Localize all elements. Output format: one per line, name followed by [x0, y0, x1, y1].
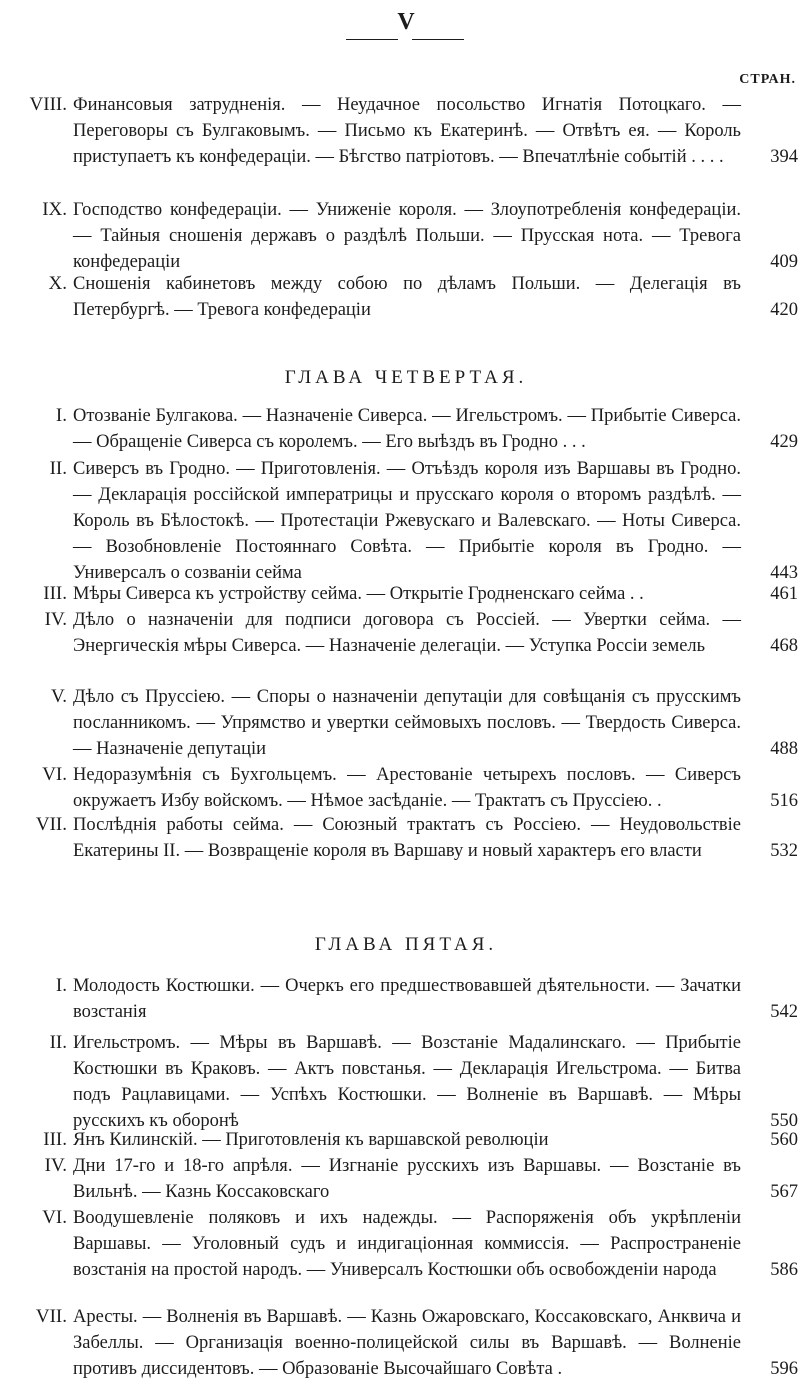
entry-page: 567 [770, 1182, 798, 1202]
entry-page: 443 [770, 563, 798, 583]
entry-page: 560 [770, 1130, 798, 1150]
entry-page: 409 [770, 252, 798, 272]
entry-text: Дни 17-го и 18-го апрѣля. — Изгнаніе русскихъ изъ Варшавы. — Возстаніе въ Вильнѣ. — Казнь Коссаковскаго [73, 1156, 741, 1202]
entry-number: IV. [44, 1155, 67, 1176]
toc-entry [0, 1205, 812, 1283]
entry-number: III. [43, 1129, 67, 1150]
entry-text: Господство конфедераціи. — Униженіе короля. — Злоупотребленія конфедераціи. — Тайныя сношенія державъ о раздѣлѣ Польши. — Прусская нота. — Тревога конфедераціи [73, 200, 741, 272]
entry-page: 461 [770, 584, 798, 604]
entry-page: 550 [770, 1111, 798, 1131]
page-number: V [397, 9, 415, 35]
entry-text: Послѣднія работы сейма. — Союзный трактатъ съ Россіею. — Неудовольствіе Екатерины II. — Возвращеніе короля въ Варшаву и новый характеръ его власти [73, 815, 741, 861]
entry-page: 429 [770, 432, 798, 452]
entry-number: VI. [42, 764, 67, 785]
entry-text: Дѣло о назначеніи для подписи договора съ Россіей. — Увертки сейма. — Энергическія мѣры Сиверса. — Назначеніе делегаціи. — Уступка Россіи земель [73, 610, 741, 656]
header-rule-left [346, 39, 398, 40]
entry-number: X. [48, 273, 67, 294]
chapter-heading: ГЛАВА ЧЕТВЕРТАЯ. [284, 367, 528, 388]
toc-entry [0, 1030, 812, 1134]
entry-number: IV. [44, 609, 67, 630]
entry-number: III. [43, 583, 67, 604]
toc-entry [0, 607, 812, 659]
entry-number: V. [50, 686, 67, 707]
entry-text: Дѣло съ Пруссіею. — Споры о назначеніи депутаціи для совѣщанія съ прусскимъ посланникомъ. — Упрямство и увертки сеймовыхъ пословъ. — Твердость Сиверса. — Назначеніе депутаціи [73, 687, 741, 759]
entry-number: II. [49, 458, 67, 479]
entry-text: Аресты. — Волненія въ Варшавѣ. — Казнь Ожаровскаго, Коссаковскаго, Анквича и Забеллы. — Организація военно-полицейской силы въ Варшавѣ. — Волненіе противъ диссидентовъ. — Образованіе Высочайшаго Совѣта . [73, 1307, 741, 1379]
entry-number: I. [55, 405, 67, 426]
entry-number: VI. [42, 1207, 67, 1228]
entry-page: 468 [770, 636, 798, 656]
toc-entry [0, 973, 812, 1025]
chapter-heading: ГЛАВА ПЯТАЯ. [314, 934, 498, 955]
entry-number: VII. [35, 814, 67, 835]
entry-text: Сношенія кабинетовъ между собою по дѣламъ Польши. — Делегація въ Петербургѣ. — Тревога конфедераціи [73, 274, 741, 320]
entry-page: 488 [770, 739, 798, 759]
entry-text: Воодушевленіе поляковъ и ихъ надежды. — Распоряженія объ укрѣпленіи Варшавы. — Уголовный судъ и индигаціонная коммиссія. — Распространеніе возстанія на простой народъ. — Универсалъ Костюшки объ освобожденіи народа [73, 1208, 741, 1280]
toc-entry [0, 1304, 812, 1382]
entry-page: 586 [770, 1260, 798, 1280]
entry-text: Недоразумѣнія съ Бухгольцемъ. — Арестованіе четырехъ пословъ. — Сиверсъ окружаетъ Избу войскомъ. — Нѣмое засѣданіе. — Трактатъ съ Пруссіею. . [73, 765, 741, 811]
entry-text: Сиверсъ въ Гродно. — Приготовленія. — Отъѣздъ короля изъ Варшавы въ Гродно. — Декларація россійской императрицы и прусскаго короля о второмъ раздѣлѣ. — Король въ Бѣлостокѣ. — Протестаціи Ржевускаго и Валевскаго. — Ноты Сиверса. — Возобновленіе Постояннаго Совѣта. — Прибытіе короля въ Гродно. — Универсалъ о созваніи сейма [73, 459, 741, 583]
entry-page: 420 [770, 300, 798, 320]
entry-number: VIII. [29, 94, 67, 115]
entry-text: Мѣры Сиверса къ устройству сейма. — Открытіе Гродненскаго сейма . . [73, 584, 644, 604]
entry-page: 542 [770, 1002, 798, 1022]
toc-entry [0, 1127, 812, 1153]
pages-column-label: СТРАН. [739, 72, 796, 87]
entry-page: 516 [770, 791, 798, 811]
entry-text: Молодость Костюшки. — Очеркъ его предшествовавшей дѣятельности. — Зачатки возстанія [73, 976, 741, 1022]
entry-text: Янъ Килинскій. — Приготовленія къ варшавской революціи [73, 1130, 549, 1150]
toc-entry [0, 197, 812, 275]
entry-number: IX. [42, 199, 67, 220]
entry-page: 394 [770, 147, 798, 167]
entry-page: 596 [770, 1359, 798, 1379]
toc-entry [0, 271, 812, 323]
toc-entry [0, 92, 812, 170]
toc-entry [0, 456, 812, 586]
entry-text: Игельстромъ. — Мѣры въ Варшавѣ. — Возстаніе Мадалинскаго. — Прибытіе Костюшки въ Краковъ. — Актъ повстанья. — Декларація Игельстрома. — Битва подъ Рацлавицами. — Успѣхъ Костюшки. — Волненіе въ Варшавѣ. — Мѣры русскихъ къ оборонѣ [73, 1033, 741, 1131]
toc-entry [0, 1153, 812, 1205]
toc-entry [0, 812, 812, 864]
toc-entry [0, 762, 812, 814]
entry-text: Отозваніе Булгакова. — Назначеніе Сиверса. — Игельстромъ. — Прибытіе Сиверса. — Обращеніе Сиверса съ королемъ. — Его выѣздъ въ Гродно . . . [73, 406, 741, 452]
entry-number: VII. [35, 1306, 67, 1327]
entry-number: I. [55, 975, 67, 996]
toc-entry [0, 684, 812, 762]
entry-number: II. [49, 1032, 67, 1053]
entry-page: 532 [770, 841, 798, 861]
header-rule-right [412, 39, 464, 40]
entry-text: Финансовыя затрудненія. — Неудачное посольство Игнатія Потоцкаго. — Переговоры съ Булгаковымъ. — Письмо къ Екатеринѣ. — Отвѣтъ ея. — Король приступаетъ къ конфедераціи. — Бѣгство патріотовъ. — Впечатлѣніе событій . . . . [73, 95, 741, 167]
toc-entry [0, 403, 812, 455]
toc-entry [0, 581, 812, 607]
